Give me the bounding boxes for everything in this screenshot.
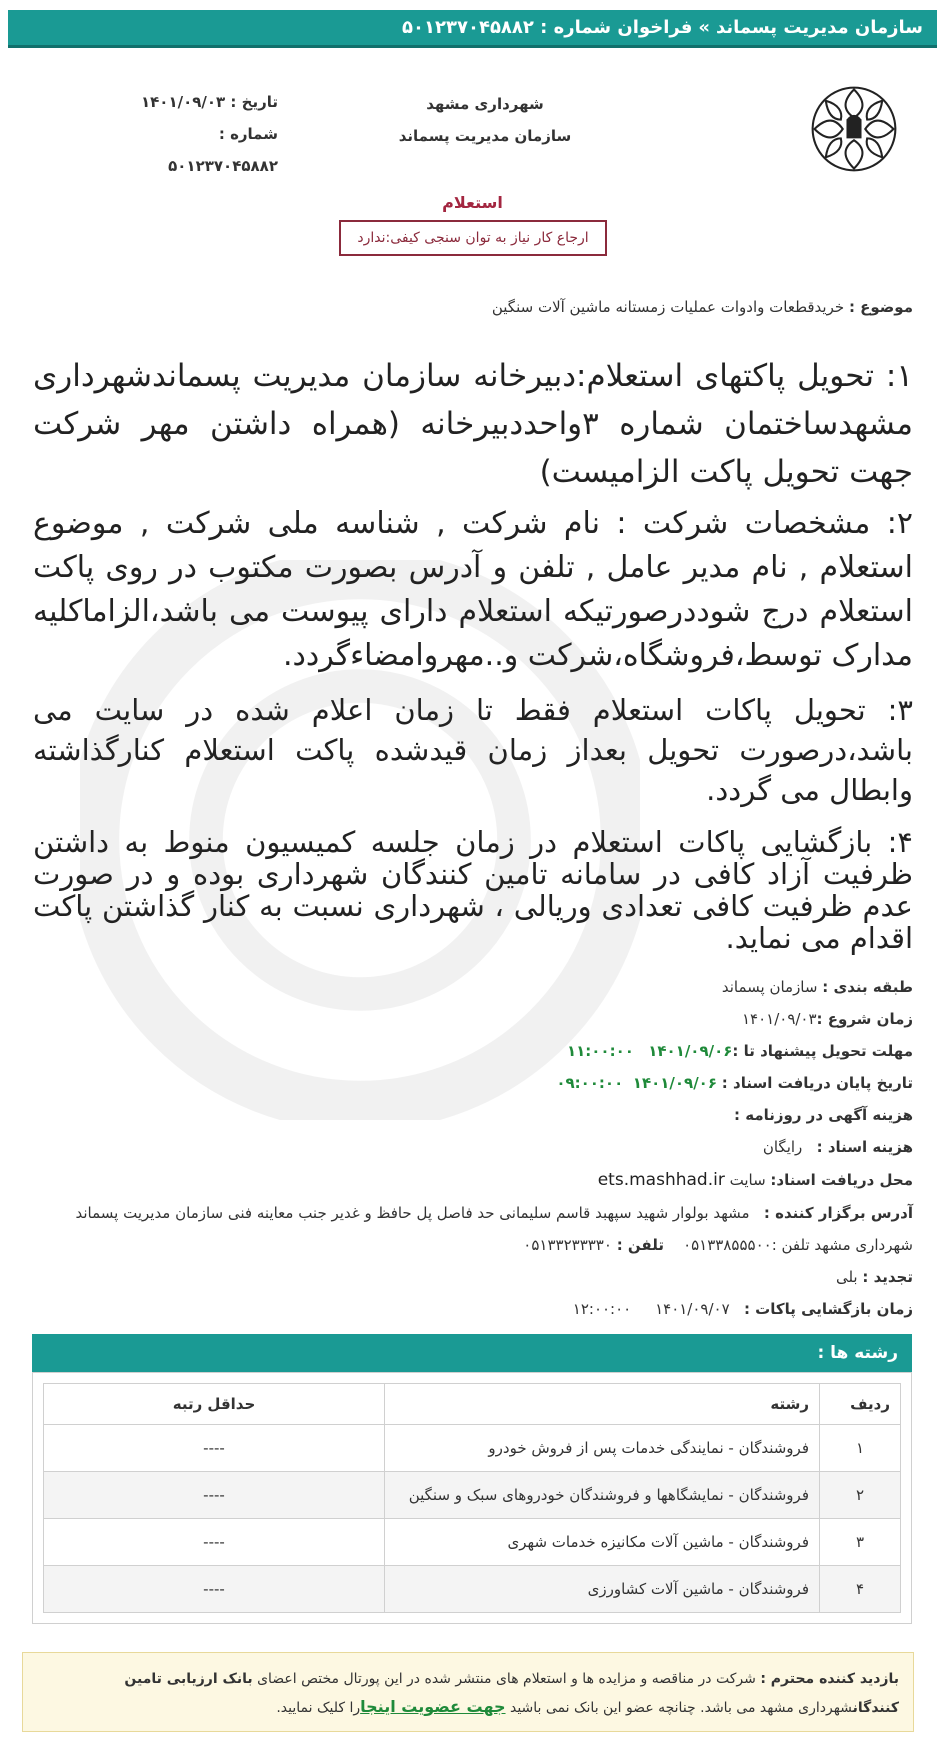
ad-cost-label: هزینه آگهی در روزنامه : [734,1106,913,1124]
number-label: شماره : [218,125,278,143]
row-field: فروشندگان - نمایندگی خدمات پس از فروش خودرو [385,1425,820,1472]
phone-line: شهرداری مشهد تلفن :۰۵۱۳۳۸۵۵۵۰۰ [683,1236,913,1254]
breadcrumb-title: فراخوان شماره : ۵۰۱۲۳۷۰۴۵۸۸۲ [402,17,693,38]
notice-text-1: شرکت در مناقصه و مزایده ها و استعلام های منتشر شده در این پورتال مختص اعضای [257,1671,756,1687]
doc-place-site-link[interactable]: ets.mashhad.ir [597,1170,725,1190]
start-time-row [33,1010,913,1028]
table-row [44,1425,901,1472]
row-number: ۳ [820,1519,901,1566]
doc-end-time: ۰۹:۰۰:۰۰ [556,1074,624,1092]
doc-end-label: تاریخ پایان دریافت اسناد : [721,1074,913,1092]
row-number: ۲ [820,1472,901,1519]
subject-line [492,298,913,316]
doc-place-label: محل دریافت اسناد: [770,1171,913,1189]
phone2-label: تلفن : [616,1236,664,1254]
doc-cost-row [33,1138,913,1156]
phone-row [33,1236,913,1254]
header-meta-block [38,86,278,182]
fields-section-title: رشته ها : [32,1334,912,1372]
phone2-value: ۰۵۱۳۳۲۳۳۳۳۰ [523,1236,612,1254]
col-field-header: رشته [385,1384,820,1425]
header-org-block [360,88,610,152]
address-row [33,1204,913,1222]
start-label: زمان شروع : [816,1010,913,1028]
date-label: تاریخ : [230,93,278,111]
opening-row [33,1300,913,1318]
breadcrumb-bar [8,10,937,48]
table-row [44,1519,901,1566]
membership-link[interactable]: جهت عضویت اینجا [360,1697,506,1716]
table-row [44,1472,901,1519]
subject-value: خریدقطعات وادوات عملیات زمستانه ماشین آلات سنگین [491,298,845,316]
row-number: ۱ [820,1425,901,1472]
deadline-time: ۱۱:۰۰:۰۰ [566,1042,634,1060]
date-value: ۱۴۰۱/۰۹/۰۳ [140,93,226,111]
address-value: مشهد بولوار شهید سپهبد قاسم سلیمانی حد فاصل پل حافظ و غدیر جنب معاینه فنی سازمان مدیریت پسماند [75,1204,750,1222]
renewal-value: بلی [835,1268,858,1286]
row-field: فروشندگان - نمایشگاهها و فروشندگان خودروهای سبک و سنگین [385,1472,820,1519]
col-rank-header: حداقل رتبه [44,1384,385,1425]
start-value: ۱۴۰۱/۰۹/۰۳ [741,1010,817,1028]
doc-place-value: سایت [729,1171,766,1189]
opening-time: ۱۲:۰۰:۰۰ [572,1300,632,1318]
doc-cost-value: رایگان [762,1138,803,1156]
municipality-name: شهرداری مشهد [426,95,544,113]
membership-notice [22,1652,914,1732]
number-value: ۵۰۱۲۳۷۰۴۵۸۸۲ [168,157,278,175]
fields-table-wrapper [32,1372,912,1624]
bank-name: بانک ارزیابی تامین کنندگان [124,1671,899,1716]
doc-end-row [33,1074,913,1092]
fields-table-header [44,1384,901,1425]
category-value: سازمان پسماند [721,978,818,996]
category-label: طبقه بندی : [822,978,913,996]
doc-place-row [33,1170,913,1190]
opening-date: ۱۴۰۱/۰۹/۰۷ [655,1300,730,1318]
mashhad-logo-icon [807,82,901,176]
notice-text-2: شهرداری مشهد می باشد. چنانچه عضو این بانک نمی باشید [509,1700,853,1716]
instruction-paragraph-2: ۲: مشخصات شرکت : نام شرکت , شناسه ملی شرکت , موضوع استعلام , نام مدیر عامل , تلفن و آدرس بصورت مکتوب در روی پاکت استعلام درج شوددرصورتیکه استعلام دارای پیوست می باشد،الزاماکلیه مدارک توسط،فروشگاه،شرکت و..مهروامضاءگردد. [33,506,913,673]
deadline-row [33,1042,913,1060]
opening-label: زمان بازگشایی پاکات : [743,1300,913,1318]
quality-assessment-box: ارجاع کار نیاز به توان سنجی کیفی:ندارد [339,220,607,256]
org-name: سازمان مدیریت پسماند [398,127,572,145]
deadline-label: مهلت تحویل پیشنهاد تا : [732,1042,913,1060]
category-row [33,978,913,996]
instruction-paragraph-4: ۴: بازگشایی پاکات استعلام در زمان جلسه کمیسیون منوط به داشتن ظرفیت آزاد کافی در سامانه تامین کنندگان شهرداری بوده و در صورت عدم ظرفیت کافی تعدادی وریالی ، شهرداری نسبت به کنار گذاشتن پاکت اقدام می نماید. [33,825,913,955]
doc-end-date: ۱۴۰۱/۰۹/۰۶ [632,1074,717,1092]
doc-cost-label: هزینه اسناد : [816,1138,913,1156]
table-row [44,1566,901,1613]
renewal-row [33,1268,913,1286]
col-row-header: ردیف [820,1384,901,1425]
row-rank: ---- [44,1566,385,1613]
fields-table [43,1383,901,1613]
visitor-label: بازدید کننده محترم : [760,1671,899,1687]
date-row [38,86,278,118]
inquiry-title: استعلام [442,193,503,212]
ad-cost-row [33,1106,913,1124]
instruction-paragraph-3: ۳: تحویل پاکات استعلام فقط تا زمان اعلام شده در سایت می باشد،درصورت تحویل بعداز زمان قیدشده پاکت استعلام کنارگذاشته وابطال می گردد. [33,693,913,807]
address-label: آدرس برگزار کننده : [763,1204,913,1222]
row-rank: ---- [44,1519,385,1566]
subject-label: موضوع : [848,298,913,316]
row-field: فروشندگان - ماشین آلات کشاورزی [385,1566,820,1613]
renewal-label: تجدید : [862,1268,913,1286]
breadcrumb-separator: » [698,17,710,38]
row-field: فروشندگان - ماشین آلات مکانیزه خدمات شهری [385,1519,820,1566]
row-number: ۴ [820,1566,901,1613]
deadline-date: ۱۴۰۱/۰۹/۰۶ [648,1042,733,1060]
instruction-paragraph-1: ۱: تحویل پاکتهای استعلام:دبیرخانه سازمان مدیریت پسماندشهرداری مشهدساختمان شماره ۳واحددبیرخانه (همراه داشتن مهر شرکت جهت تحویل پاکت الزامیست) [33,358,913,490]
breadcrumb-org-link[interactable]: سازمان مدیریت پسماند [716,17,923,38]
notice-text-3: را کلیک نمایید. [276,1700,361,1716]
row-rank: ---- [44,1472,385,1519]
row-rank: ---- [44,1425,385,1472]
